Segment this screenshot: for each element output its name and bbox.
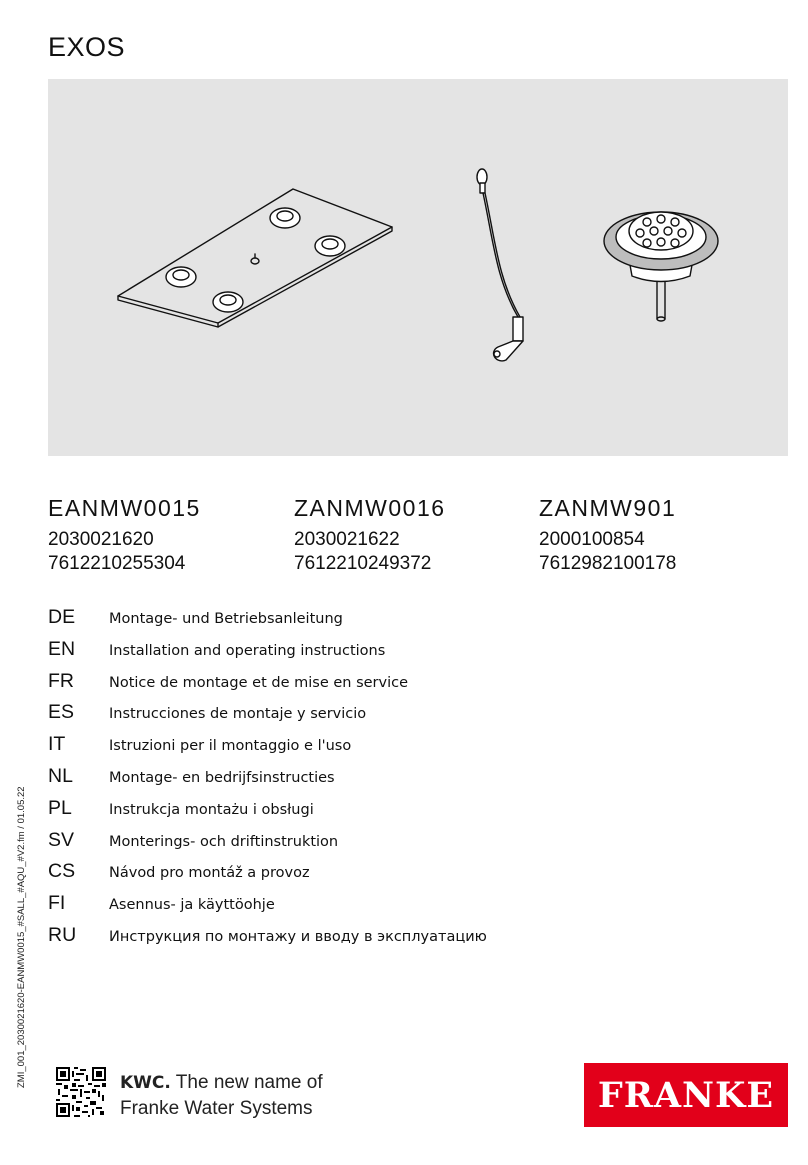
plate-grommet: [270, 208, 300, 228]
document-reference: ZMI_001_2030021620-EANMW0015_#SALL_#AQU_#V2.fm / 01.05.22: [16, 786, 27, 1088]
kwc-notice: [120, 1070, 323, 1121]
language-code: EN: [48, 637, 76, 660]
language-title: Instrukcja montażu i obsługi: [109, 801, 314, 818]
qr-code[interactable]: [56, 1067, 106, 1117]
kwc-line-1: The new name of: [175, 1072, 323, 1093]
language-code: FR: [48, 669, 74, 692]
language-code: ES: [48, 701, 75, 724]
language-row: [48, 701, 487, 733]
language-code: RU: [48, 923, 77, 946]
product-column: [539, 495, 676, 576]
product-column: [294, 495, 446, 576]
language-title: Notice de montage et de mise en service: [109, 674, 409, 691]
article-number: 2030021622: [294, 529, 400, 550]
product-code: ZANMW0016: [294, 495, 446, 521]
ean-number: 7612210255304: [48, 553, 186, 574]
language-title: Инструкция по монтажу и вводу в эксплуатацию: [109, 928, 487, 945]
language-code: IT: [48, 733, 66, 756]
document-title: EXOS: [48, 32, 126, 62]
drain-strainer-drawing: [604, 212, 718, 321]
product-code: EANMW0015: [48, 495, 201, 521]
ean-number: 7612982100178: [539, 553, 677, 574]
franke-logo: [584, 1063, 788, 1127]
product-column: [48, 495, 201, 576]
ean-number: 7612210249372: [294, 553, 432, 574]
product-code: ZANMW901: [539, 495, 677, 521]
language-row: [48, 765, 487, 797]
kwc-line-2: Franke Water Systems: [120, 1098, 313, 1119]
language-title: Instrucciones de montaje y servicio: [109, 706, 367, 723]
language-code: DE: [48, 606, 76, 628]
language-row: [48, 924, 487, 956]
panel-plate-drawing: [118, 189, 392, 327]
language-row: [48, 797, 487, 829]
plate-grommet: [213, 292, 243, 312]
language-code: SV: [48, 828, 75, 851]
language-title: Asennus- ja käyttöohje: [109, 897, 275, 914]
article-number: 2030021620: [48, 529, 154, 550]
cable-drawing: [477, 169, 523, 361]
language-list: [48, 606, 487, 956]
language-code: CS: [48, 860, 76, 883]
language-title: Návod pro montáž a provoz: [109, 865, 310, 882]
franke-logo-text: FRANKE: [597, 1074, 775, 1116]
language-row: [48, 829, 487, 861]
language-title: Monterings- och driftinstruktion: [109, 833, 339, 850]
language-code: FI: [48, 892, 66, 915]
kwc-logo: KWC.: [120, 1073, 171, 1093]
language-title: Montage- en bedrijfsinstructies: [109, 769, 335, 786]
language-title: Montage- und Betriebsanleitung: [109, 611, 343, 627]
product-illustration: [48, 79, 788, 456]
language-row: [48, 638, 487, 670]
language-row: [48, 860, 487, 892]
language-title: Installation and operating instructions: [109, 642, 386, 659]
plate-grommet: [315, 236, 345, 256]
language-row: [48, 892, 487, 924]
language-row: [48, 733, 487, 765]
language-title: Istruzioni per il montaggio e l'uso: [109, 738, 352, 755]
article-number: 2000100854: [539, 529, 645, 550]
language-row: [48, 606, 487, 638]
language-code: PL: [48, 796, 72, 819]
plate-grommet: [166, 267, 196, 287]
language-code: NL: [48, 764, 73, 787]
language-row: [48, 670, 487, 702]
